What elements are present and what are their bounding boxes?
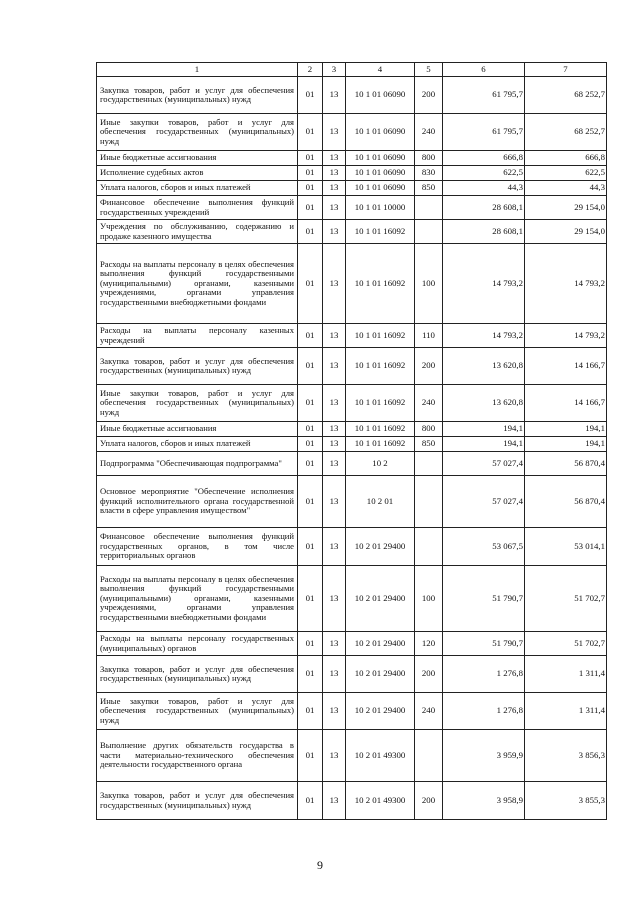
row-name-cell: Иные бюджетные ассигнования	[97, 151, 298, 166]
expense-type-cell: 240	[415, 693, 443, 730]
table-row	[97, 693, 607, 730]
row-name-cell: Расходы на выплаты персоналу в целях обеспечения выполнения функций государственными (муниципальными) органами, казенными учреждениями, органами управления государственными внебюджетными фондами	[97, 244, 298, 324]
budget-table	[96, 62, 607, 820]
amount-year1-cell: 1 276,8	[443, 693, 525, 730]
section-cell: 01	[298, 566, 323, 632]
subsection-cell: 13	[323, 324, 346, 348]
table-row	[97, 348, 607, 385]
table-row	[97, 632, 607, 656]
column-header: 3	[323, 63, 346, 77]
expense-type-cell: 100	[415, 566, 443, 632]
table-row	[97, 422, 607, 437]
row-name-cell: Расходы на выплаты персоналу государственных (муниципальных) органов	[97, 632, 298, 656]
target-article-cell: 10 1 01 06090	[346, 166, 415, 181]
amount-year2-cell: 68 252,7	[525, 114, 607, 151]
subsection-cell: 13	[323, 422, 346, 437]
row-name-cell: Учреждения по обслуживанию, содержанию и продаже казенного имущества	[97, 220, 298, 244]
section-cell: 01	[298, 244, 323, 324]
table-header-row	[97, 63, 607, 77]
section-cell: 01	[298, 181, 323, 196]
section-cell: 01	[298, 693, 323, 730]
target-article-cell: 10 1 01 16092	[346, 324, 415, 348]
section-cell: 01	[298, 324, 323, 348]
target-article-cell: 10 1 01 06090	[346, 151, 415, 166]
expense-type-cell: 200	[415, 348, 443, 385]
section-cell: 01	[298, 656, 323, 693]
table-row	[97, 181, 607, 196]
table-row	[97, 196, 607, 220]
subsection-cell: 13	[323, 220, 346, 244]
expense-type-cell: 200	[415, 77, 443, 114]
target-article-cell: 10 1 01 06090	[346, 114, 415, 151]
amount-year1-cell: 44,3	[443, 181, 525, 196]
table-row	[97, 114, 607, 151]
amount-year1-cell: 13 620,8	[443, 385, 525, 422]
table-row	[97, 151, 607, 166]
expense-type-cell: 240	[415, 114, 443, 151]
amount-year2-cell: 622,5	[525, 166, 607, 181]
subsection-cell: 13	[323, 114, 346, 151]
amount-year1-cell: 28 608,1	[443, 220, 525, 244]
amount-year2-cell: 29 154,0	[525, 220, 607, 244]
column-header: 6	[443, 63, 525, 77]
amount-year2-cell: 194,1	[525, 422, 607, 437]
expense-type-cell	[415, 196, 443, 220]
amount-year1-cell: 1 276,8	[443, 656, 525, 693]
subsection-cell: 13	[323, 566, 346, 632]
amount-year2-cell: 56 870,4	[525, 476, 607, 528]
row-name-cell: Иные закупки товаров, работ и услуг для обеспечения государственных (муниципальных) нужд	[97, 693, 298, 730]
section-cell: 01	[298, 385, 323, 422]
target-article-cell: 10 2 01 29400	[346, 656, 415, 693]
subsection-cell: 13	[323, 244, 346, 324]
row-name-cell: Иные закупки товаров, работ и услуг для обеспечения государственных (муниципальных) нужд	[97, 385, 298, 422]
target-article-cell: 10 1 01 16092	[346, 437, 415, 452]
column-header: 1	[97, 63, 298, 77]
expense-type-cell: 110	[415, 324, 443, 348]
subsection-cell: 13	[323, 528, 346, 566]
amount-year2-cell: 1 311,4	[525, 656, 607, 693]
expense-type-cell: 850	[415, 437, 443, 452]
target-article-cell: 10 2 01 49300	[346, 730, 415, 782]
target-article-cell: 10 1 01 16092	[346, 348, 415, 385]
section-cell: 01	[298, 782, 323, 820]
amount-year1-cell: 3 958,9	[443, 782, 525, 820]
expense-type-cell: 850	[415, 181, 443, 196]
subsection-cell: 13	[323, 693, 346, 730]
amount-year1-cell: 194,1	[443, 422, 525, 437]
expense-type-cell: 830	[415, 166, 443, 181]
section-cell: 01	[298, 348, 323, 385]
amount-year1-cell: 622,5	[443, 166, 525, 181]
section-cell: 01	[298, 114, 323, 151]
subsection-cell: 13	[323, 77, 346, 114]
expense-type-cell: 100	[415, 244, 443, 324]
column-header: 4	[346, 63, 415, 77]
row-name-cell: Выполнение других обязательств государства в части материально-технического обеспечения деятельности государственного органа	[97, 730, 298, 782]
row-name-cell: Основное мероприятие "Обеспечение исполнения функций исполнительного органа государственной власти в сфере управления имуществом"	[97, 476, 298, 528]
subsection-cell: 13	[323, 151, 346, 166]
target-article-cell: 10 2 01 49300	[346, 782, 415, 820]
amount-year1-cell: 57 027,4	[443, 452, 525, 476]
amount-year2-cell: 56 870,4	[525, 452, 607, 476]
amount-year2-cell: 3 855,3	[525, 782, 607, 820]
amount-year2-cell: 14 793,2	[525, 324, 607, 348]
amount-year2-cell: 51 702,7	[525, 632, 607, 656]
row-name-cell: Исполнение судебных актов	[97, 166, 298, 181]
amount-year2-cell: 1 311,4	[525, 693, 607, 730]
expense-type-cell	[415, 476, 443, 528]
target-article-cell: 10 1 01 16092	[346, 244, 415, 324]
section-cell: 01	[298, 437, 323, 452]
table-row	[97, 730, 607, 782]
subsection-cell: 13	[323, 166, 346, 181]
section-cell: 01	[298, 220, 323, 244]
section-cell: 01	[298, 196, 323, 220]
subsection-cell: 13	[323, 385, 346, 422]
row-name-cell: Закупка товаров, работ и услуг для обеспечения государственных (муниципальных) нужд	[97, 348, 298, 385]
amount-year1-cell: 13 620,8	[443, 348, 525, 385]
amount-year1-cell: 51 790,7	[443, 566, 525, 632]
row-name-cell: Финансовое обеспечение выполнения функций государственных учреждений	[97, 196, 298, 220]
row-name-cell: Закупка товаров, работ и услуг для обеспечения государственных (муниципальных) нужд	[97, 77, 298, 114]
amount-year2-cell: 194,1	[525, 437, 607, 452]
row-name-cell: Иные бюджетные ассигнования	[97, 422, 298, 437]
section-cell: 01	[298, 476, 323, 528]
subsection-cell: 13	[323, 181, 346, 196]
expense-type-cell: 800	[415, 151, 443, 166]
amount-year2-cell: 68 252,7	[525, 77, 607, 114]
section-cell: 01	[298, 166, 323, 181]
expense-type-cell	[415, 528, 443, 566]
amount-year2-cell: 53 014,1	[525, 528, 607, 566]
column-header: 5	[415, 63, 443, 77]
target-article-cell: 10 2	[346, 452, 415, 476]
row-name-cell: Иные закупки товаров, работ и услуг для обеспечения государственных (муниципальных) нужд	[97, 114, 298, 151]
amount-year1-cell: 61 795,7	[443, 114, 525, 151]
amount-year2-cell: 51 702,7	[525, 566, 607, 632]
expense-type-cell	[415, 452, 443, 476]
amount-year2-cell: 14 793,2	[525, 244, 607, 324]
expense-type-cell: 200	[415, 782, 443, 820]
expense-type-cell	[415, 220, 443, 244]
amount-year1-cell: 51 790,7	[443, 632, 525, 656]
amount-year1-cell: 28 608,1	[443, 196, 525, 220]
row-name-cell: Уплата налогов, сборов и иных платежей	[97, 437, 298, 452]
row-name-cell: Финансовое обеспечение выполнения функций государственных органов, в том числе территориальных органов	[97, 528, 298, 566]
subsection-cell: 13	[323, 632, 346, 656]
target-article-cell: 10 1 01 16092	[346, 385, 415, 422]
subsection-cell: 13	[323, 437, 346, 452]
subsection-cell: 13	[323, 348, 346, 385]
amount-year1-cell: 57 027,4	[443, 476, 525, 528]
subsection-cell: 13	[323, 730, 346, 782]
amount-year2-cell: 14 166,7	[525, 385, 607, 422]
column-header: 2	[298, 63, 323, 77]
amount-year2-cell: 44,3	[525, 181, 607, 196]
table-row	[97, 452, 607, 476]
page-number: 9	[317, 858, 323, 872]
table-row	[97, 782, 607, 820]
table-row	[97, 476, 607, 528]
target-article-cell: 10 1 01 06090	[346, 181, 415, 196]
amount-year1-cell: 61 795,7	[443, 77, 525, 114]
section-cell: 01	[298, 452, 323, 476]
subsection-cell: 13	[323, 656, 346, 693]
section-cell: 01	[298, 528, 323, 566]
target-article-cell: 10 1 01 06090	[346, 77, 415, 114]
amount-year1-cell: 14 793,2	[443, 324, 525, 348]
row-name-cell: Уплата налогов, сборов и иных платежей	[97, 181, 298, 196]
expense-type-cell: 120	[415, 632, 443, 656]
table-row	[97, 385, 607, 422]
expense-type-cell: 240	[415, 385, 443, 422]
row-name-cell: Расходы на выплаты персоналу казенных учреждений	[97, 324, 298, 348]
subsection-cell: 13	[323, 452, 346, 476]
table-row	[97, 220, 607, 244]
amount-year2-cell: 14 166,7	[525, 348, 607, 385]
table-row	[97, 244, 607, 324]
amount-year1-cell: 3 959,9	[443, 730, 525, 782]
row-name-cell: Расходы на выплаты персоналу в целях обеспечения выполнения функций государственными (муниципальными) органами, казенными учреждениями, органами управления государственными внебюджетными фондами	[97, 566, 298, 632]
amount-year1-cell: 194,1	[443, 437, 525, 452]
target-article-cell: 10 1 01 16092	[346, 220, 415, 244]
section-cell: 01	[298, 632, 323, 656]
expense-type-cell: 800	[415, 422, 443, 437]
target-article-cell: 10 2 01 29400	[346, 566, 415, 632]
table-row	[97, 437, 607, 452]
amount-year1-cell: 666,8	[443, 151, 525, 166]
section-cell: 01	[298, 730, 323, 782]
subsection-cell: 13	[323, 196, 346, 220]
amount-year2-cell: 3 856,3	[525, 730, 607, 782]
expense-type-cell	[415, 730, 443, 782]
amount-year2-cell: 29 154,0	[525, 196, 607, 220]
target-article-cell: 10 2 01 29400	[346, 528, 415, 566]
table-row	[97, 77, 607, 114]
table-row	[97, 324, 607, 348]
target-article-cell: 10 2 01	[346, 476, 415, 528]
section-cell: 01	[298, 77, 323, 114]
table-row	[97, 528, 607, 566]
subsection-cell: 13	[323, 782, 346, 820]
row-name-cell: Подпрограмма "Обеспечивающая подпрограмма"	[97, 452, 298, 476]
target-article-cell: 10 1 01 10000	[346, 196, 415, 220]
table-row	[97, 656, 607, 693]
section-cell: 01	[298, 422, 323, 437]
amount-year2-cell: 666,8	[525, 151, 607, 166]
subsection-cell: 13	[323, 476, 346, 528]
section-cell: 01	[298, 151, 323, 166]
target-article-cell: 10 2 01 29400	[346, 632, 415, 656]
row-name-cell: Закупка товаров, работ и услуг для обеспечения государственных (муниципальных) нужд	[97, 782, 298, 820]
row-name-cell: Закупка товаров, работ и услуг для обеспечения государственных (муниципальных) нужд	[97, 656, 298, 693]
table-row	[97, 166, 607, 181]
amount-year1-cell: 14 793,2	[443, 244, 525, 324]
expense-type-cell: 200	[415, 656, 443, 693]
amount-year1-cell: 53 067,5	[443, 528, 525, 566]
target-article-cell: 10 2 01 29400	[346, 693, 415, 730]
target-article-cell: 10 1 01 16092	[346, 422, 415, 437]
column-header: 7	[525, 63, 607, 77]
table-row	[97, 566, 607, 632]
